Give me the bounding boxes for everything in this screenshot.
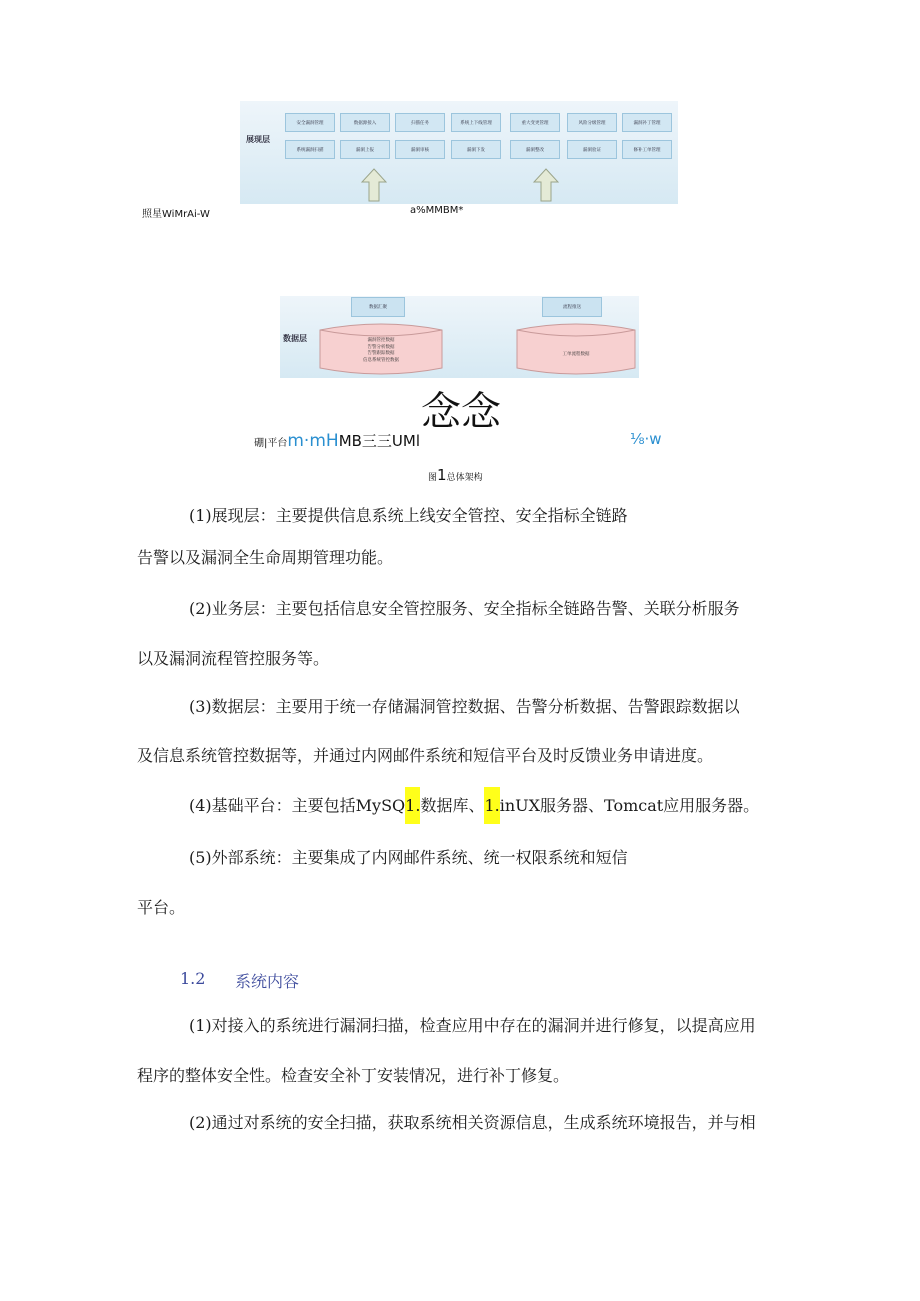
paragraph-line: (1)展现层：主要提供信息系统上线安全管控、安全指标全链路 — [189, 506, 628, 525]
database-right-lines — [516, 352, 636, 359]
text-run: inUX服务器、Tomcat应用服务器。 — [499, 796, 760, 815]
db-line: 漏洞管控数据 — [367, 338, 395, 343]
figure-number: 1 — [437, 466, 447, 484]
presentation-layer-diagram — [240, 101, 678, 204]
paragraph-line: 以及漏洞流程管控服务等。 — [137, 649, 330, 668]
diagram-node: 漏洞上报 — [340, 140, 390, 159]
garbled-part: m·mH — [287, 431, 339, 451]
db-line: 信息系统管控数据 — [363, 357, 399, 363]
diagram-node: 漏洞验证 — [567, 140, 617, 159]
section-title: 系统内容 — [235, 972, 300, 991]
section-number: 1.2 — [180, 969, 206, 988]
diagram-node: 重大变更管理 — [510, 113, 560, 132]
paragraph-line: 告警以及漏洞全生命周期管理功能。 — [137, 548, 394, 567]
paragraph-line — [189, 798, 759, 814]
text-run: 数据库、 — [420, 796, 485, 815]
diagram-node: 扫描任务 — [395, 113, 445, 132]
diagram-node: 数据源接入 — [340, 113, 390, 132]
diagram-node: 漏洞补丁管理 — [622, 113, 672, 132]
diagram-node: 漏洞整改 — [510, 140, 560, 159]
diagram-node: 漏洞下发 — [451, 140, 501, 159]
diagram-node: 修补工单管理 — [622, 140, 672, 159]
diagram-node: 漏洞审核 — [395, 140, 445, 159]
garbled-part: 硼|平台 — [254, 438, 288, 449]
diagram-node: 安全漏洞管理 — [285, 113, 335, 132]
presentation-layer-label: 展现层 — [246, 135, 270, 144]
process-push-box: 流程推送 — [542, 297, 602, 317]
up-arrow-icon — [533, 168, 559, 202]
garbled-glyphs: 念念 — [421, 389, 501, 435]
up-arrow-icon — [361, 168, 387, 202]
garbled-part: MB三三UMl — [338, 432, 421, 450]
db-line: 工单流程数据 — [562, 352, 590, 357]
diagram-node: 系统上下线管理 — [451, 113, 501, 132]
garbled-label-line — [254, 430, 420, 451]
data-layer-diagram — [280, 296, 639, 378]
paragraph-line: (5)外部系统：主要集成了内网邮件系统、统一权限系统和短信 — [189, 848, 628, 867]
text-run: (4)基础平台：主要包括MySQ — [189, 796, 406, 815]
diagram-node: 风险分级管理 — [567, 113, 617, 132]
garbled-label-right: ⅛·w — [630, 430, 662, 448]
paragraph-line: (2)业务层：主要包括信息安全管控服务、安全指标全链路告警、关联分析服务 — [189, 599, 740, 618]
paragraph-line: 及信息系统管控数据等，并通过内网邮件系统和短信平台及时反馈业务申请进度。 — [137, 746, 714, 765]
paragraph-line: (2)通过对系统的安全扫描，获取系统相关资源信息，生成系统环境报告，并与相 — [189, 1113, 756, 1132]
figure-caption — [428, 466, 483, 484]
db-line: 告警分析数据 — [367, 344, 395, 350]
db-line: 告警跟踪数据 — [367, 351, 395, 356]
paragraph-line: (3)数据层：主要用于统一存储漏洞管控数据、告警分析数据、告警跟踪数据以 — [189, 697, 740, 716]
diagram-caption-left: 照星WiMrAi-W — [142, 209, 210, 220]
paragraph-line: (1)对接入的系统进行漏洞扫描，检查应用中存在的漏洞并进行修复，以提高应用 — [189, 1016, 756, 1035]
paragraph-line: 平台。 — [137, 898, 186, 917]
data-aggregation-box: 数据汇聚 — [351, 297, 405, 317]
database-left-lines — [321, 338, 441, 364]
highlighted-text: 1. — [484, 787, 499, 824]
diagram-node: 系统漏洞扫描 — [285, 140, 335, 159]
paragraph-line: 程序的整体安全性。检查安全补丁安装情况，进行补丁修复。 — [137, 1066, 570, 1085]
highlighted-text: 1. — [405, 787, 420, 824]
database-cylinder-icon — [515, 322, 637, 376]
data-layer-label: 数据层 — [283, 334, 307, 343]
diagram-caption-middle: a%MMBM* — [410, 205, 464, 216]
figure-title: 总体架构 — [446, 473, 483, 483]
figure-caption-prefix: 图 — [428, 473, 438, 483]
